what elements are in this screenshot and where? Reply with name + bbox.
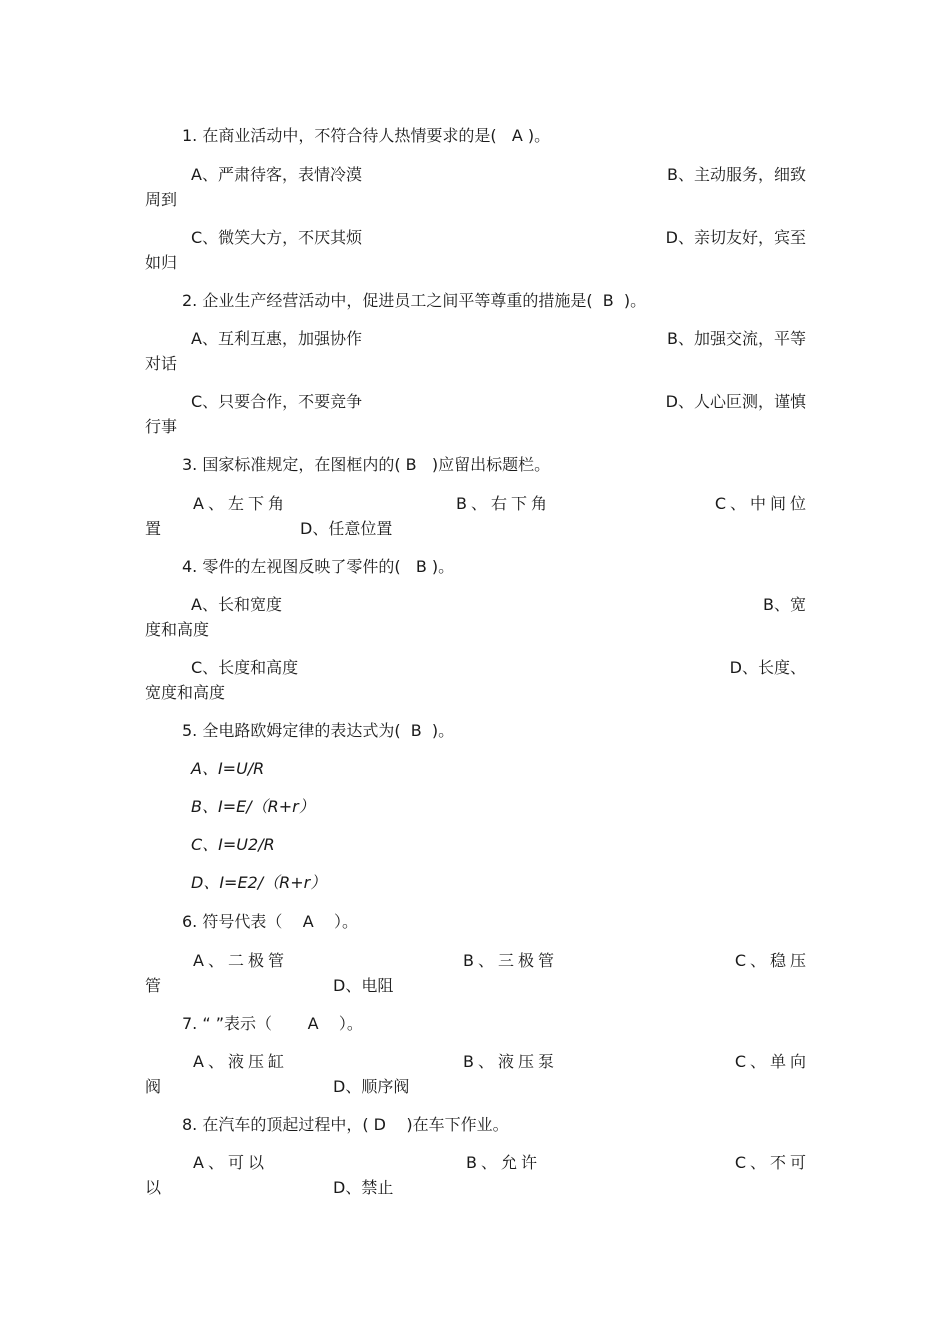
q2-option-d-wrap: 行事 <box>145 417 178 436</box>
q5-option-a: A、I=U/R <box>191 759 265 778</box>
q3-option-c: C、中间位 <box>714 494 810 513</box>
q6-option-c-wrap: 管 <box>145 976 162 995</box>
q6-option-a: A、二极管 <box>193 951 288 970</box>
q3-option-c-wrap: 置 <box>145 519 162 538</box>
q3-option-a: A、左下角 <box>193 494 288 513</box>
q1-option-a: A、严肃待客，表情冷漠 <box>191 165 362 184</box>
q7-option-d: D、顺序阀 <box>333 1077 410 1096</box>
q2-option-c: C、只要合作，不要竞争 <box>191 392 363 411</box>
q8-option-c: C、不可 <box>734 1153 810 1172</box>
question-1-stem: 1. 在商业活动中，不符合待人热情要求的是( A )。 <box>182 126 551 145</box>
q6-option-d: D、电阻 <box>333 976 394 995</box>
q2-option-b-wrap: 对话 <box>145 354 178 373</box>
q1-option-d: D、亲切友好，宾至 <box>665 228 806 247</box>
q2-option-d: D、人心叵测，谨慎 <box>665 392 806 411</box>
q8-option-b: B、允许 <box>466 1153 541 1172</box>
q1-option-b-wrap: 周到 <box>145 190 178 209</box>
q7-option-b: B、液压泵 <box>463 1052 558 1071</box>
q4-option-a: A、长和宽度 <box>191 595 282 614</box>
q4-option-c: C、长度和高度 <box>191 658 299 677</box>
q1-option-d-wrap: 如归 <box>145 253 178 272</box>
q4-option-d-wrap: 宽度和高度 <box>145 683 226 702</box>
q8-option-a: A、可以 <box>193 1153 268 1172</box>
q5-option-b: B、I=E/（R+r） <box>191 797 315 816</box>
q8-option-c-wrap: 以 <box>145 1178 162 1197</box>
q1-option-b: B、主动服务，细致 <box>667 165 806 184</box>
q3-option-b: B、右下角 <box>456 494 551 513</box>
q6-option-b: B、三极管 <box>463 951 558 970</box>
q3-option-d: D、任意位置 <box>300 519 393 538</box>
question-2-stem: 2. 企业生产经营活动中，促进员工之间平等尊重的措施是( B )。 <box>182 291 647 310</box>
q5-option-d: D、I=E2/（R+r） <box>191 873 327 892</box>
q5-option-c: C、I=U2/R <box>191 835 275 854</box>
question-8-stem: 8. 在汽车的顶起过程中，( D )在车下作业。 <box>182 1115 509 1134</box>
q4-option-b-wrap: 度和高度 <box>145 620 210 639</box>
question-5-stem: 5. 全电路欧姆定律的表达式为( B )。 <box>182 721 455 740</box>
q7-option-c-wrap: 阀 <box>145 1077 162 1096</box>
q6-option-c: C、稳压 <box>734 951 810 970</box>
q7-option-c: C、单向 <box>734 1052 810 1071</box>
q8-option-d: D、禁止 <box>333 1178 394 1197</box>
q4-option-b: B、宽 <box>763 595 806 614</box>
q2-option-a: A、互利互惠，加强协作 <box>191 329 362 348</box>
question-4-stem: 4. 零件的左视图反映了零件的( B )。 <box>182 557 455 576</box>
q2-option-b: B、加强交流，平等 <box>667 329 806 348</box>
q4-option-d: D、长度、 <box>729 658 806 677</box>
question-3-stem: 3. 国家标准规定，在图框内的( B )应留出标题栏。 <box>182 455 551 474</box>
question-7-stem: 7. “ ”表示（ A ）。 <box>182 1014 363 1033</box>
question-6-stem: 6. 符号代表（ A ）。 <box>182 912 358 931</box>
q1-option-c: C、微笑大方，不厌其烦 <box>191 228 363 247</box>
q7-option-a: A、液压缸 <box>193 1052 288 1071</box>
